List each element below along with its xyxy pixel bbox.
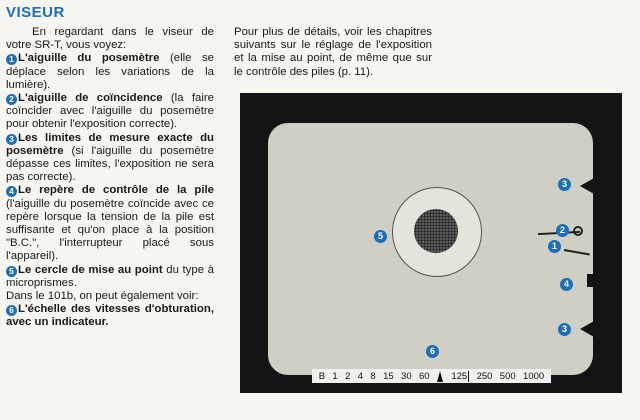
- coincidence-needle-ring: [573, 226, 583, 236]
- focusing-screen: [268, 123, 593, 375]
- item-title: Les limites de mesure exacte du posemètre: [6, 131, 214, 157]
- scale-value: 8: [370, 370, 376, 382]
- speed-indicator-icon: [437, 371, 443, 382]
- scale-value: 500: [499, 370, 516, 382]
- extra-intro: Dans le 101b, on peut également voir:: [6, 290, 199, 303]
- list-item: [6, 303, 214, 329]
- item-title: L'échelle des vitesses d'obturation, avec un indicateur.: [6, 303, 214, 329]
- scale-value: 15: [383, 370, 394, 382]
- item-text: (elle se déplace selon les variations de la lumière).: [6, 52, 214, 91]
- item-title: Le repère de contrôle de la pile: [18, 184, 214, 197]
- microprism-icon: [414, 209, 458, 253]
- lower-limit-mark: [580, 321, 594, 337]
- upper-limit-mark: [580, 178, 594, 194]
- list-item: [6, 52, 214, 92]
- list-item: [6, 184, 214, 263]
- scale-value: 60: [419, 370, 430, 382]
- description-column: [6, 26, 214, 330]
- shutter-speed-scale: [312, 369, 551, 383]
- list-item: [6, 132, 214, 185]
- number-badge-icon: 6: [6, 305, 17, 316]
- item-title: L'aiguille du posemètre: [18, 52, 160, 65]
- item-title: Le cercle de mise au point: [18, 263, 163, 276]
- scale-value: 1000: [523, 370, 545, 382]
- meter-needle: [564, 249, 590, 255]
- callout-label: 2: [556, 224, 569, 237]
- scale-value: 125: [451, 370, 468, 382]
- list-item: [6, 92, 214, 132]
- number-badge-icon: 3: [6, 134, 17, 145]
- scale-value: B: [318, 370, 326, 382]
- item-text: (l'aiguille du posemètre coïncide avec ce repère lorsque la tension de la pile est suffisante et qu'on place à la position "B.C.", l'interrupteur placé sous l'appareil).: [6, 197, 214, 263]
- reference-text: Pour plus de détails, voir les chapitres suivants sur le réglage de l'exposition et la mise au point, de même que sur le contrôle des piles (p. 11).: [234, 26, 432, 78]
- intro-text: En regardant dans le viseur de votre SR-T, vous voyez:: [6, 26, 214, 52]
- callout-label: 4: [560, 278, 573, 291]
- callout-label: 1: [548, 240, 561, 253]
- battery-check-mark: [587, 274, 594, 287]
- item-text: (si l'aiguille du posemètre dépasse ces limites, l'exposition ne sera pas correcte).: [6, 144, 214, 184]
- section-title: VISEUR: [6, 4, 65, 21]
- item-text: (la faire coïncider avec l'aiguille du posemètre pour obtenir l'exposition correcte).: [6, 92, 214, 131]
- number-badge-icon: 1: [6, 54, 17, 65]
- number-badge-icon: 5: [6, 266, 17, 277]
- scale-value: 4: [357, 370, 364, 382]
- viewfinder-diagram: [240, 93, 622, 393]
- list-item: [6, 264, 214, 290]
- number-badge-icon: 2: [6, 94, 17, 105]
- scale-value: 30: [401, 370, 412, 382]
- item-title: L'aiguille de coïncidence: [18, 92, 163, 105]
- scale-value: 2: [345, 370, 351, 382]
- scale-value: 250: [476, 370, 493, 382]
- callout-label: 5: [374, 230, 387, 243]
- scale-value: 1: [332, 370, 338, 382]
- callout-label: 3: [558, 178, 571, 191]
- focus-circle: [392, 187, 482, 277]
- callout-label: 3: [558, 323, 571, 336]
- item-text: du type à microprismes.: [6, 263, 214, 289]
- number-badge-icon: 4: [6, 186, 17, 197]
- callout-label: 6: [426, 345, 439, 358]
